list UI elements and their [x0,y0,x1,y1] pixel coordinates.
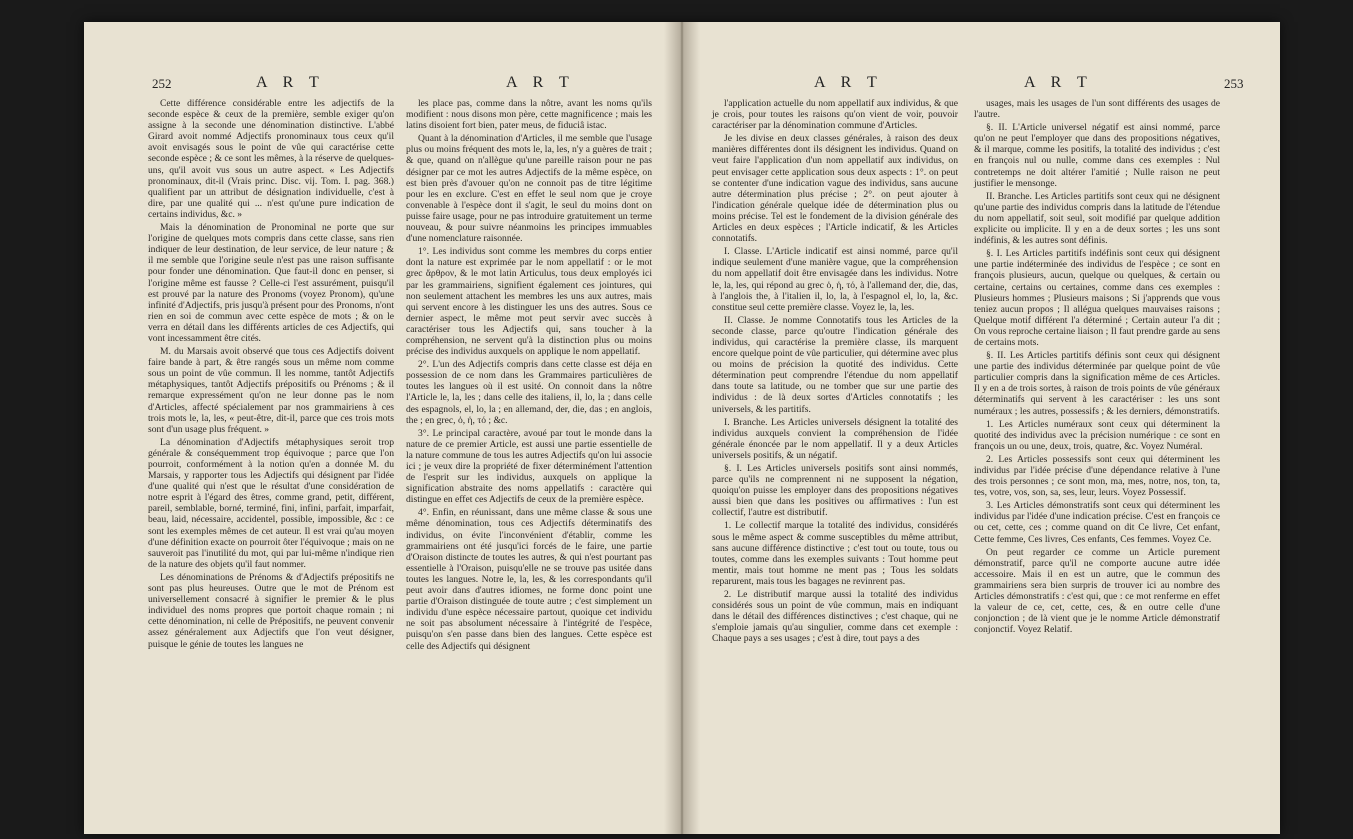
paragraph: 3°. Le principal caractère, avoué par tout le monde dans la nature de ce premier Article, est aussi une partie essentielle de la nature commune de tous les autres Adjectifs qu'on lui associe ici ; je veux dire la propriété de fixer déterminément l'attention de l'esprit sur les individus, auxquels on applique la signification abstraite des noms appellatifs : caractère qui distingue en effet ces Adjectifs de ceux de la première espèce. [406,427,652,506]
running-head-right-1: A R T [814,74,883,91]
paragraph: Les dénominations de Prénoms & d'Adjectifs prépositifs ne sont pas plus heureuses. Outre que le mot de Prénom est universellement consacré à signifier le premier & le plus individuel des noms propres que portoit chaque romain ; ni cette dénomination, ni celle de Prépositifs, ne peuvent convenir assez généralement aux Adjectifs que l'on veut désigner, puisque le génie de toutes les langues ne [148,571,394,650]
book-gutter [664,22,700,834]
paragraph: 1. Les Articles numéraux sont ceux qui déterminent la quotité des individus avec la précision numérique : ce sont en françois un ou une, deux, trois, quatre, &c. Voyez Numéral. [974,418,1220,452]
paragraph: La dénomination d'Adjectifs métaphysiques seroit trop générale & conséquemment trop équivoque ; parce que l'on pourroit, conformément à la notion qu'en a donnée M. du Marsais, y rapporter tous les Adjectifs qui désignent par l'idée d'une qualité qui n'est que le résultat d'une considération de notre esprit à l'égard des êtres, comme grand, petit, différent, pareil, semblable, borné, terminé, fini, infini, parfait, imparfait, beau, laid, nécessaire, accidentel, possible, impossible, &c : ce sont les exemples mêmes de cet auteur. Il est vrai qu'au moyen d'une définition exacte on pourroit ôter l'équivoque ; mais on ne sauveroit pas l'inutilité du mot, qui par lui-même n'indique rien de la nature des objets qu'il faut nommer. [148,436,394,570]
paragraph: II. Classe. Je nomme Connotatifs tous les Articles de la seconde classe, parce qu'outre l'indication générale des individus, qui caractérise la première classe, ils marquent encore quelque point de vûe particulier, qui détermine avec plus ou moins de précision la quotité des individus. Cette détermination peut comprendre l'étendue du nom appellatif dans toute sa latitude, ou ne tomber que sur une partie des individus : de là deux sortes d'Articles connotatifs ; les universels, & les partitifs. [712,314,958,415]
right-page-column-2 [974,98,1220,637]
paragraph: 4°. Enfin, en réunissant, dans une même classe & sous une même dénomination, tous ces Adjectifs déterminatifs des individus, on évite l'inconvénient d'établir, comme les grammairiens ont été jusqu'ici forcés de le faire, une partie d'Oraison distincte de toutes les autres, & qui n'est pourtant pas essentielle à l'Oraison, puisqu'elle ne se trouve pas usitée dans toutes les langues. Notre le, la, les, & les correspondants qu'il peut avoir dans d'autres idiomes, ne forme donc point une partie d'Oraison distinguée de toute autre ; c'est simplement un individu d'une espèce nécessaire partout, quoique cet individu ne soit pas absolument nécessaire à l'intégrité de l'espèce, puisqu'on s'en passe dans bien des langues. Cette espèce est celle des Adjectifs qui désignent [406,507,652,652]
page-number-right: 253 [1224,76,1244,91]
paragraph: Je les divise en deux classes générales, à raison des deux manières différentes dont ils désignent les individus. Quand on veut faire l'application d'un nom appellatif aux individus, on peut envisager cette application sous deux aspects : 1°. on peut se contenter d'une indication vague des individus, sans aucune autre détermination plus précise ; 2°. on peut ajouter à l'indication générale quelque idée de détermination plus ou moins précise. Tel est le fondement de la division générale des Articles en deux espèces ; l'Article indicatif, & les Articles connotatifs. [712,133,958,245]
paragraph: §. II. Les Articles partitifs définis sont ceux qui désignent une partie des individus déterminée par quelque point de vûe particulier compris dans la signification même de ces Articles. Il y en a de trois sortes, à raison de trois points de vûe généraux déterminatifs qui servent à les caractériser : les uns sont numéraux ; les autres, possessifs ; & les derniers, démonstratifs. [974,350,1220,417]
open-book-spread [84,22,1280,834]
paragraph: 2. Les Articles possessifs sont ceux qui déterminent les individus par l'idée précise d'une dépendance relative à l'une des trois personnes ; ce sont mon, ma, mes, notre, nos, ton, ta, tes, votre, vos, son, sa, ses, leur, leurs. Voyez Possessif. [974,453,1220,499]
paragraph: 1°. Les individus sont comme les membres du corps entier dont la nature est exprimée par le nom appellatif : or le mot grec ἄρθρον, & le mot latin Articulus, tous deux employés ici par les grammairiens, signifient également ces jointures, qui non seulement attachent les membres les uns aux autres, mais qui servent encore à les distinguer les uns des autres. Sous ce dernier aspect, le même mot peut servir avec succès à caractériser tous les Adjectifs qui, sans toucher à la compréhension, ne servent qu'à la distinction plus ou moins précise des individus auxquels on applique le nom appellatif. [406,246,652,358]
paragraph: M. du Marsais avoit observé que tous ces Adjectifs doivent faire bande à part, & être rangés sous un même nom comme sous un point de vûe commun. Il les nomme, tantôt Adjectifs métaphysiques, tantôt Adjectifs prépositifs ou Prénoms ; & il remarque expressément qu'on ne leur donne pas le nom d'Articles, affecté spécialement par nos grammairiens à ces trois mots le, la, les, « peut-être, dit-il, parce que ces trois mots sont d'un usage plus fréquent. » [148,346,394,435]
paragraph: 2°. L'un des Adjectifs compris dans cette classe est déja en possession de ce nom dans les Grammaires particulières de toutes les langues où il est usité. On connoit dans la nôtre l'Article le, la, les ; dans celle des italiens, il, lo, la ; dans celle des espagnols, el, lo, la ; en allemand, der, die, das ; en anglois, the ; en grec, ὁ, ἡ, τό ; &c. [406,359,652,426]
page-number-left: 252 [152,76,172,91]
left-page [148,68,658,826]
paragraph: On peut regarder ce comme un Article purement démonstratif, parce qu'il ne comporte aucune autre idée accessoire. Mais il en est un autre, que le commun des grammairiens sera bien surpris de trouver ici au nombre des Articles démonstratifs : c'est qui, que : ce mot renferme en effet la valeur de ce, cet, cette, ces, & en outre celle d'une conjonction ; de là vient que je le nomme Article démonstratif conjonctif. Voyez Relatif. [974,546,1220,636]
right-page [712,68,1232,826]
paragraph: l'application actuelle du nom appellatif aux individus, & que je crois, pour toutes les raisons qu'on vient de voir, pouvoir caractériser par la dénomination commune d'Articles. [712,98,958,132]
paragraph: §. I. Les Articles universels positifs sont ainsi nommés, parce qu'ils ne comprennent ni ne supposent la négation, quoiqu'on puisse les employer dans des propositions négatives aussi bien que dans les positives ou affirmatives : l'un est collectif, l'autre est distributif. [712,463,958,519]
running-head-left-1: A R T [256,74,325,91]
paragraph: Quant à la dénomination d'Articles, il me semble que l'usage plus ou moins fréquent des mots le, la, les, n'y a guères de trait ; & que, quand on n'allègue qu'une pareille raison pour ne pas désigner par ce mot les autres Adjectifs de la même espèce, on est bien près d'avouer qu'on ne connoit pas de titre légitime pour les en exclure. C'est en effet le seul nom que je croye convenable à l'espèce dont il s'agit, le seul du moins dont on puisse faire usage, pour ne pas introduire gratuitement un terme nouveau, & pour suivre néanmoins les principes immuables d'une nomenclature raisonnée. [406,133,652,245]
left-page-column-1 [148,98,394,652]
paragraph: 1. Le collectif marque la totalité des individus, considérés sous le même aspect & comme susceptibles du même attribut, sans aucune différence distinctive ; c'est tout ou toute, tous ou toutes, comme dans les exemples suivants : Tout homme peut mentir, mais tout homme ne ment pas ; Tous les soldats reparurent, mais tous les bagages ne revinrent pas. [712,520,958,587]
paragraph: les place pas, comme dans la nôtre, avant les noms qu'ils modifient : nous disons mon père, cette magnificence ; mais les latins disoient fort bien, pater meus, de fiduciâ istac. [406,98,652,132]
paragraph: Cette différence considérable entre les adjectifs de la seconde espèce & ceux de la première, semble exiger qu'on assigne à la seconde une dénomination distinctive. L'abbé Girard avoit nommé Adjectifs pronominaux tous ceux qu'il avoit envisagés sous le point de vûe qui caractérise cette seconde espèce ; & ce sont les mêmes, à la réserve de quelques-uns, qu'il avoit vus sous un autre aspect. « Les Adjectifs pronominaux, dit-il (Vrais princ. Disc. vij. Tom. I. pag. 368.) qualifient par un attribut de désignation individuelle, c'est à dire, par une qualité qui ... n'est qu'une pure indication de certains individus, &c. » [148,98,394,220]
paragraph: I. Branche. Les Articles universels désignent la totalité des individus auxquels convient la compréhension de l'idée générale énoncée par le nom appellatif. Il y a deux Articles universels positifs, & un négatif. [712,416,958,461]
running-head-left-2: A R T [506,74,575,91]
paragraph: 2. Le distributif marque aussi la totalité des individus considérés sous un point de vûe commun, mais en indiquant dans le détail des différences distinctives ; c'est chaque, qui ne s'emploie jamais qu'au singulier, comme dans cet exemple : Chaque pays a ses usages ; c'est à dire, tout pays a des [712,589,958,645]
right-page-column-1 [712,98,958,647]
left-page-column-2 [406,98,652,654]
paragraph: 3. Les Articles démonstratifs sont ceux qui déterminent les individus par l'idée d'une indication précise. C'est en françois ce ou cet, cette, ces ; comme quand on dit Ce livre, Cet enfant, Cette femme, Ces livres, Ces enfants, Ces femmes. Voyez Ce. [974,500,1220,545]
paragraph: §. I. Les Articles partitifs indéfinis sont ceux qui désignent une partie indéterminée des individus de l'espèce ; ce sont en françois plusieurs, aucun, quelque ou quelques, & certain ou certaine, certains ou certaines, comme dans ces exemples : Plusieurs hommes ; Plusieurs maisons ; Si j'apprends que vous teniez aucun propos ; Il allégua quelques mauvaises raisons ; Quelque motif différent l'a déterminé ; Certain auteur l'a dit ; On vous reproche certaine liaison ; Il faut prendre garde au sens de certains mots. [974,248,1220,348]
paragraph: usages, mais les usages de l'un sont différents des usages de l'autre. [974,98,1220,121]
paragraph: I. Classe. L'Article indicatif est ainsi nommé, parce qu'il indique seulement d'une manière vague, que la compréhension du nom appellatif doit être envisagée dans les individus. Notre le, la, les, qui répond au grec ὁ, ἡ, τό, à l'allemand der, die, das, à l'anglois the, à l'italien il, lo, la, à l'espagnol el, lo, la, &c. constitue seul cette première classe. Voyez le, la, les. [712,246,958,313]
paragraph: §. II. L'Article universel négatif est ainsi nommé, parce qu'on ne peut l'employer que dans des propositions négatives, & il marque, comme les positifs, la totalité des individus ; c'est en françois nul ou nulle, comme dans ces exemples : Nul contretemps ne doit altérer l'amitié ; Nulle raison ne peut justifier le mensonge. [974,122,1220,189]
running-head-right-2: A R T [1024,74,1093,91]
paragraph: Mais la dénomination de Pronominal ne porte que sur l'origine de quelques mots compris dans cette classe, sans rien indiquer de leur destination, de leur service, de leur nature ; & il me semble que l'origine seule n'est pas une raison suffisante pour fonder une dénomination. Que faut-il donc en penser, si l'origine même est fausse ? Celle-ci l'est assurément, puisqu'il est prouvé par la nature des Pronoms (voyez Pronom), qu'une infinité d'Adjectifs, pris jusqu'à présent pour des Pronoms, n'ont rien en soi de commun avec cette espèce de mots ; & on le verra en détail dans les différents articles de ces Adjectifs, qui vont incessamment être cités. [148,222,394,344]
paragraph: II. Branche. Les Articles partitifs sont ceux qui ne désignent qu'une partie des individus compris dans la latitude de l'étendue du nom appellatif, soit seul, soit modifié par quelque addition explicite ou implicite. Il y en a de deux sortes ; les uns sont indéfinis, & les autres sont définis. [974,190,1220,247]
